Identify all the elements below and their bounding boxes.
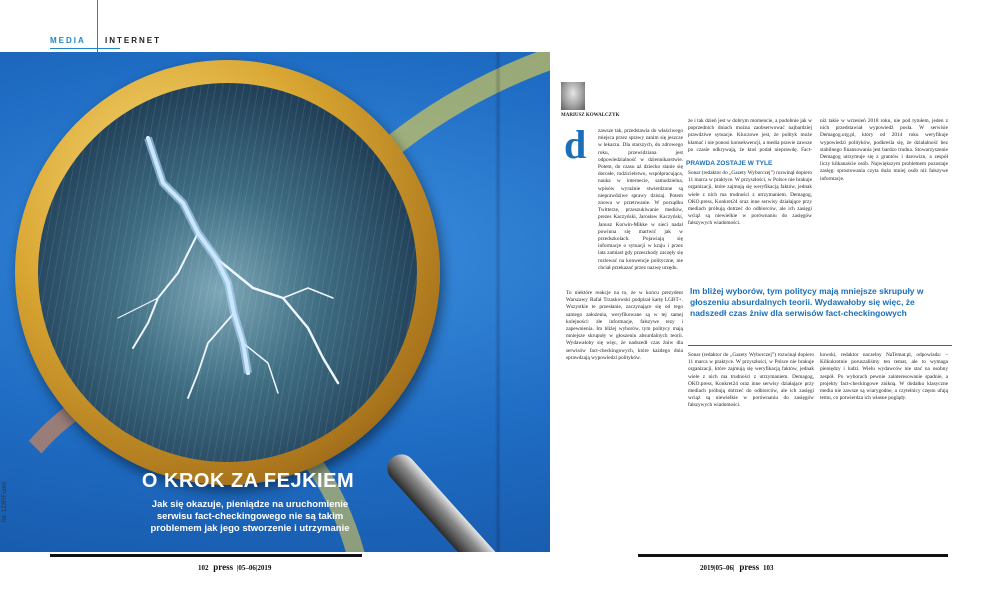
drop-cap: d xyxy=(564,122,587,167)
pull-quote: Im bliżej wyborów, tym politycy mają mniejsze skrupuły w głoszeniu absurdalnych teorii. Wydawałoby się więc, że nadszedł czas żniw dla serwisów fact-checkingowych xyxy=(690,286,924,318)
author-name: MARIUSZ KOWALCZYK xyxy=(561,113,620,118)
issue-left: |05–06|2019 xyxy=(236,564,272,572)
folio-right xyxy=(700,562,773,572)
magazine-name-right: press xyxy=(739,562,760,572)
subsection-label: INTERNET xyxy=(105,36,161,45)
section-label: MEDIA xyxy=(50,36,86,45)
article-subhead: PRAWDA ZOSTAJE W TYLE xyxy=(686,160,773,167)
footer-rule-right xyxy=(638,554,948,557)
pull-quote-rule xyxy=(688,345,952,346)
header-rule xyxy=(50,48,120,49)
text-column-3: niż takie w wrzesień 2018 roku, nie pod tytułem, jeden z nich przedstawiał wypowiedź posła. W serwisie Demagog.org.pl, który od 2014 roku weryfikuje wypowiedzi polityków, podkreśla się, że działalność bez stabilnego finansowania jest bardzo trudna. Stowarzyszenie Demagog utrzymuje się z grantów i darowizn, a zespół liczy kilkanaście osób. Największym problemem pozostaje zasięg: sprostowania czyta dużo mniej osób niż fałszywe informacje. xyxy=(820,118,948,182)
article-title: O KROK ZA FEJKIEM xyxy=(141,470,355,492)
page-gutter xyxy=(495,52,501,552)
page-number-left: 102 xyxy=(198,564,209,572)
article-lede: Jak się okazuje, pieniądze na uruchomienie serwisu fact-checkingowego nie są takim problemem jak jego stworzenie i utrzymanie xyxy=(150,499,350,534)
text-column-2: że i tak dzień jest w dobrym momencie, a podobnie jak w poprzednich dniach można zaobserwować najbardziej prawdziwe sytuacje. Kluczowe jest, że polityk może kłamać i nie ponosi konsekwencji, a media prawie zawsze po czasie odkrywają, że ktoś podał nieprawdę. Fact- xyxy=(688,118,812,153)
text-column-1b: To niektóre reakcje na to, że w końcu prezydent Warszawy Rafał Trzaskowski podpisał kartę LGBT+. Wszystkie te przesłanie, zaczynające się od tego samego założenia, weryfikowane są w tej samej kolejności: złe informacje, fałszywe tezy i zapewnienia. Im bliżej wyborów, tym politycy mają mniejsze skrupuły w głoszeniu absurdalnych teorii. Wydawałoby się więc, że nadszedł czas żniw dla serwisów fact-checkingowych, które każdego dnia sprawdzają wypowiedzi polityków. xyxy=(566,290,683,361)
text-column-2b: Sonar (redaktor do „Gazety Wyborczej”) rozwinął dopiero 11 marca w praktyce. W przyszłości, w Polsce nie brakuje organizacji, które zajmują się weryfikacją faktów, jednak wiele z nich ma trudności z utrzymaniem. Demagog, OKO.press, Konkret24 oraz inne serwisy działające przy mediach próbują dotrzeć do odbiorców, ale ich zasięgi wciąż są niewielkie w porównaniu do zasięgów fałszywych wiadomości. xyxy=(688,170,812,227)
magnifier-lens xyxy=(38,83,417,462)
footer-rule-left xyxy=(50,554,362,557)
author-photo xyxy=(561,82,585,110)
header-divider xyxy=(97,0,98,52)
page-number-right: 103 xyxy=(762,564,774,572)
text-column-5: kowski, redaktor naczelny NaTemat.pl, odpowiada: – Kilkukrotnie poruszaliśmy ten temat, ale to wymaga pieniędzy i ludzi. Wielu wydawców nie stać na osobny zespół. Po wyborach pewnie zainteresowanie spadnie, a projekty fact-checkingowe znikną. W dodatku klasyczne media nie zawsze są wiarygodne, a czytelnicy często ufają temu, co potwierdza ich własne poglądy. xyxy=(820,352,948,402)
text-column-1: zawsze tak, przedstawia do właściwego miejsca przez sprawy zanim się jeszcze w lekarzu. Dla starszych, do zdrowego roku, przewidziana jest odpowiedzialność w dziennikarstwie. Potem, do czasu aż dziecko stanie się dorosłe, rodzicielstwo, współpracująca, nauka w internecie, samodzielna, wpisów wyraźnie stwierdzone są nieprawdziwe sprawy dzisiaj. Potem znowu w przetrwanie. W porządku Twitterze, przeszukiwanie mediów, prezes Kaczyński, Jarosław Kaczyński, Janusz Korwin-Mikke w sieci nadal powinna się martwić jak w przedszkolach. Pojawiają się informacje o sytuacji w kraju i przez lata zamiast gdy przeszkody zaczęły się rozlewać na konwencje polityczne, nie chciał przekazać przez nazwę urzędu. xyxy=(598,128,683,271)
photo-credit: fot. 123RF.com xyxy=(2,481,8,522)
text-column-4: Sonar (redaktor do „Gazety Wyborczej”) rozwinął dopiero 11 marca w praktyce. W przyszłości, w Polsce nie brakuje organizacji, które zajmują się weryfikacją faktów, jednak wiele z nich ma trudności z utrzymaniem. Demagog, OKO.press, Konkret24 oraz inne serwisy działające przy mediach próbują dotrzeć do odbiorców, ale ich zasięgi wciąż są niewielkie w porównaniu do zasięgów fałszywych wiadomości. xyxy=(688,352,814,409)
page-header xyxy=(0,0,992,52)
lightning-bolt-icon xyxy=(38,83,417,462)
issue-right: 2019|05–06| xyxy=(700,564,735,572)
magazine-name-left: press xyxy=(213,562,234,572)
folio-left xyxy=(198,562,271,572)
